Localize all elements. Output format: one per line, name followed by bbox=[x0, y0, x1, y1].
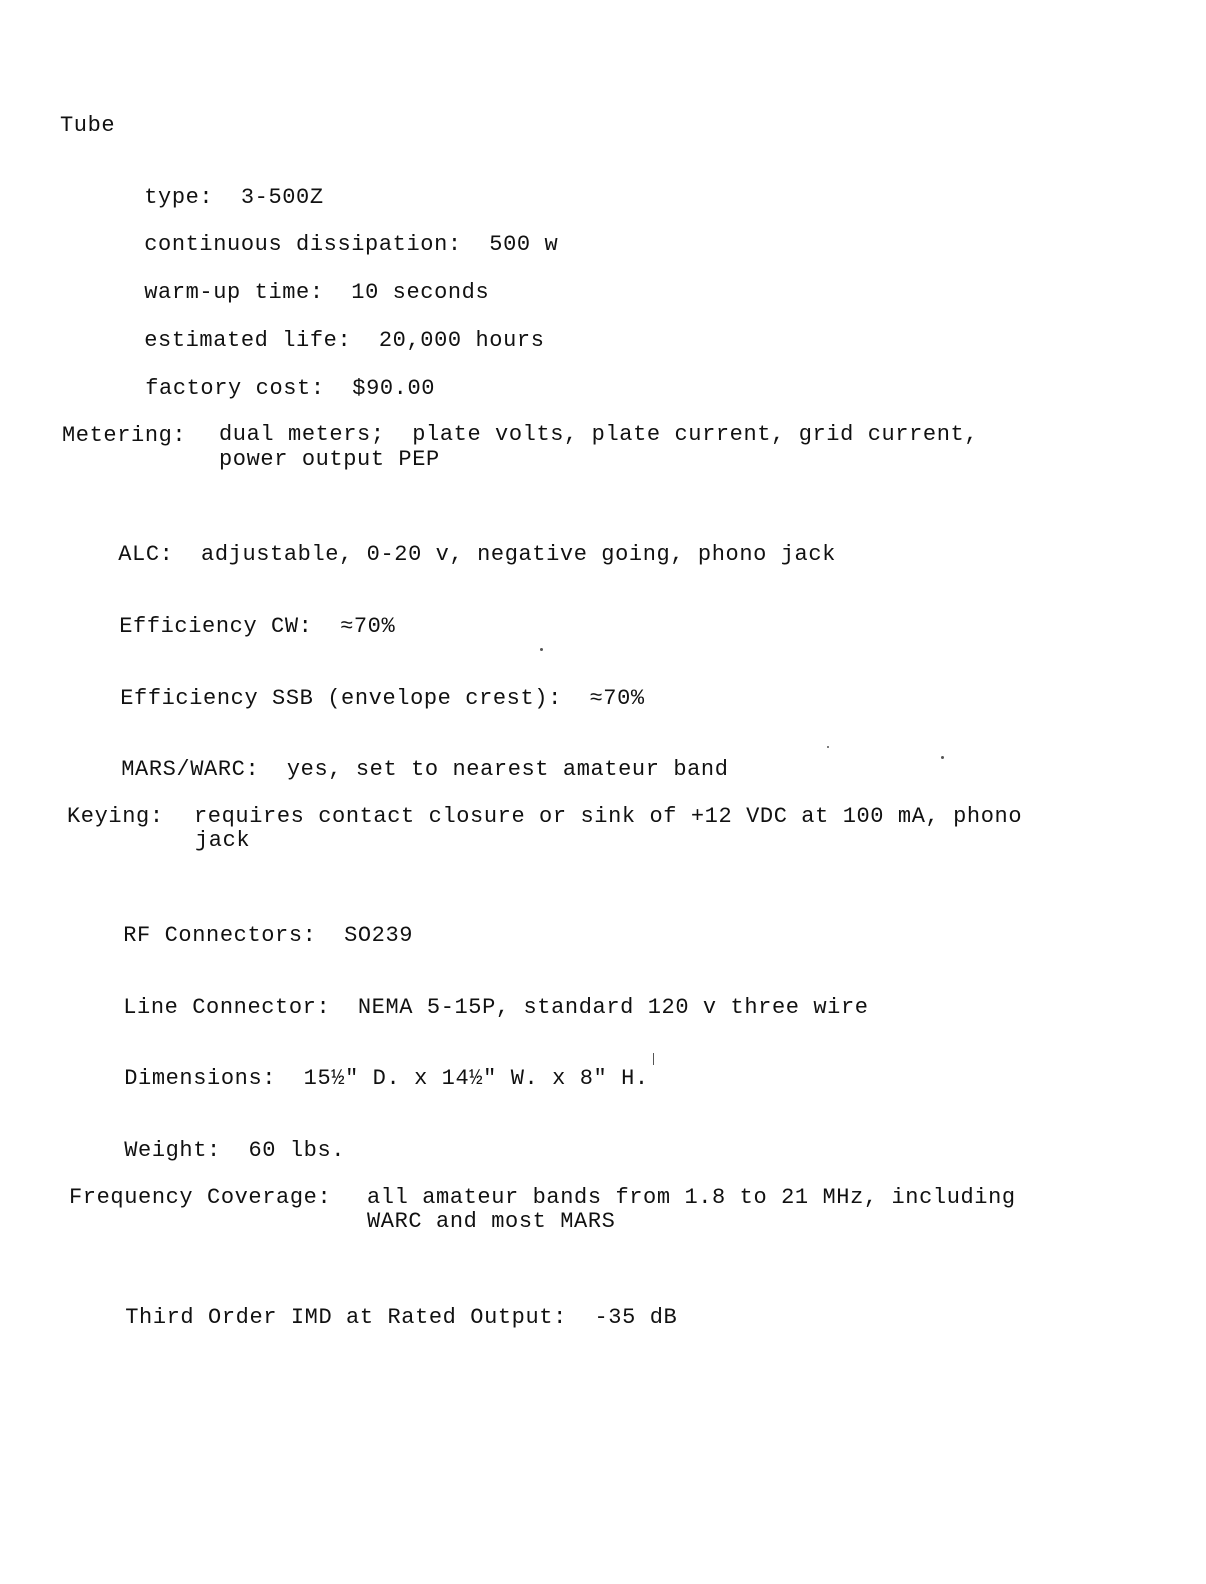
alc-row bbox=[63, 519, 836, 591]
alc-label: ALC: bbox=[118, 542, 174, 567]
mars-warc-row bbox=[66, 734, 729, 806]
tube-dissipation-value: 500 w bbox=[489, 232, 559, 257]
tube-cost-value: $90.00 bbox=[352, 376, 436, 401]
alc-value: adjustable, 0-20 v, negative going, phono jack bbox=[201, 542, 836, 567]
line-connector-row bbox=[68, 972, 869, 1044]
tube-dissipation-label: continuous dissipation: bbox=[144, 232, 462, 257]
metering-label: Metering: bbox=[62, 423, 187, 448]
frequency-coverage-label: Frequency Coverage: bbox=[69, 1185, 332, 1210]
tube-cost-row bbox=[90, 353, 435, 425]
frequency-coverage-value-line1: all amateur bands from 1.8 to 21 MHz, including bbox=[367, 1185, 1016, 1210]
keying-value-line2: jack bbox=[195, 828, 251, 853]
imd-label: Third Order IMD at Rated Output: bbox=[125, 1305, 567, 1330]
efficiency-cw-row bbox=[64, 591, 395, 663]
tube-type-label: type: bbox=[144, 185, 214, 210]
keying-value-line1: requires contact closure or sink of +12 VDC at 100 mA, phono bbox=[194, 804, 1023, 829]
scan-speck bbox=[827, 746, 829, 748]
tube-type-value: 3-500Z bbox=[240, 185, 324, 210]
efficiency-cw-value: ≈70% bbox=[340, 614, 396, 639]
frequency-coverage-value-line2: WARC and most MARS bbox=[367, 1209, 616, 1234]
metering-value-line1: dual meters; plate volts, plate current, grid current, bbox=[219, 422, 979, 447]
mars-warc-value: yes, set to nearest amateur band bbox=[286, 757, 729, 782]
dimensions-value: 15½" D. x 14½" W. x 8" H. bbox=[303, 1066, 649, 1091]
weight-value: 60 lbs. bbox=[248, 1138, 346, 1163]
tube-cost-label: factory cost: bbox=[145, 376, 325, 401]
dimensions-label: Dimensions: bbox=[124, 1066, 277, 1091]
rf-connectors-row bbox=[68, 900, 413, 972]
weight-row bbox=[69, 1115, 345, 1187]
imd-row bbox=[70, 1282, 677, 1354]
efficiency-ssb-label: Efficiency SSB (envelope crest): bbox=[120, 686, 562, 711]
tube-warmup-value: 10 seconds bbox=[351, 280, 490, 305]
line-connector-value: NEMA 5-15P, standard 120 v three wire bbox=[357, 995, 869, 1020]
scan-speck bbox=[653, 1053, 654, 1065]
tube-life-label: estimated life: bbox=[144, 328, 352, 353]
efficiency-ssb-value: ≈70% bbox=[589, 686, 645, 711]
line-connector-label: Line Connector: bbox=[123, 995, 331, 1020]
dimensions-row bbox=[69, 1043, 649, 1115]
metering-value-line2: power output PEP bbox=[219, 447, 440, 472]
tube-life-value: 20,000 hours bbox=[378, 328, 545, 353]
efficiency-cw-label: Efficiency CW: bbox=[119, 614, 313, 639]
rf-connectors-value: SO239 bbox=[344, 923, 414, 948]
efficiency-ssb-row bbox=[65, 663, 645, 735]
weight-label: Weight: bbox=[124, 1138, 221, 1163]
rf-connectors-label: RF Connectors: bbox=[123, 923, 317, 948]
scan-speck bbox=[941, 756, 944, 759]
tube-warmup-label: warm-up time: bbox=[144, 280, 324, 305]
mars-warc-label: MARS/WARC: bbox=[121, 757, 260, 782]
scan-speck bbox=[540, 648, 543, 651]
imd-value: -35 dB bbox=[594, 1305, 678, 1330]
tube-heading: Tube bbox=[60, 113, 116, 138]
keying-label: Keying: bbox=[67, 804, 164, 829]
